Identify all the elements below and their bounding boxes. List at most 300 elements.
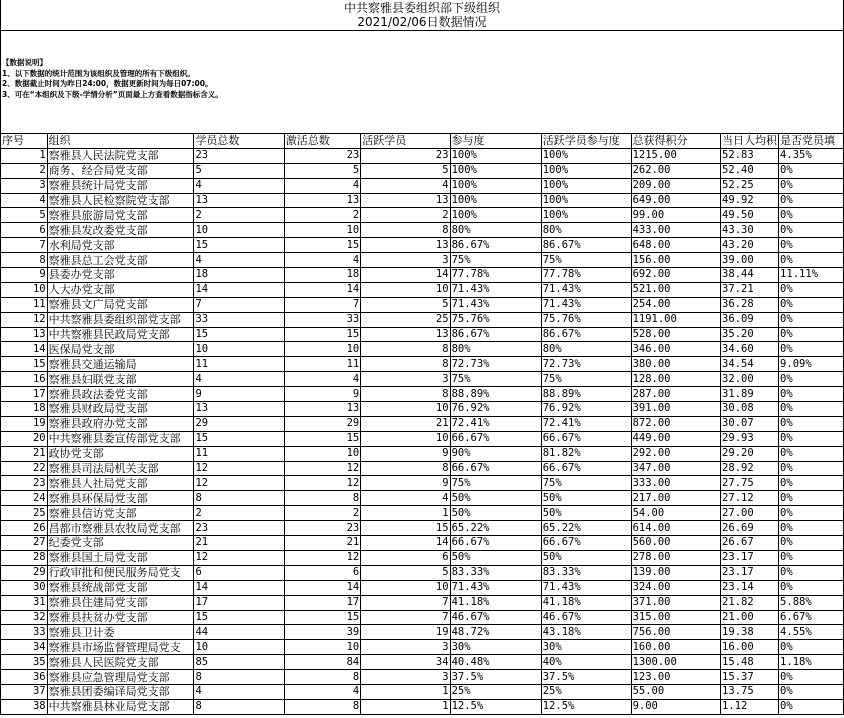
cell-active-participation[interactable]: 71.43% [541,580,631,595]
cell-activated[interactable]: 2 [284,208,361,223]
cell-activated[interactable]: 5 [284,163,361,178]
cell-participation[interactable]: 72.73% [450,357,541,372]
cell-party-member[interactable]: 0% [779,684,844,699]
cell-org[interactable]: 政协党支部 [47,446,194,461]
cell-party-member[interactable]: 11.11% [779,268,844,283]
cell-active-participation[interactable]: 86.67% [541,327,631,342]
cell-active-participation[interactable]: 77.78% [541,268,631,283]
cell-daily-avg[interactable]: 34.54 [721,357,779,372]
cell-participation[interactable]: 46.67% [450,610,541,625]
cell-activated[interactable]: 18 [284,268,361,283]
cell-active[interactable]: 3 [361,640,450,655]
cell-daily-avg[interactable]: 23.17 [721,565,779,580]
cell-total-points[interactable]: 391.00 [631,402,720,417]
cell-index[interactable]: 13 [1,327,48,342]
cell-participation[interactable]: 75.76% [450,312,541,327]
cell-active-participation[interactable]: 75% [541,372,631,387]
cell-participation[interactable]: 75% [450,253,541,268]
cell-total-points[interactable]: 287.00 [631,387,720,402]
cell-activated[interactable]: 84 [284,655,361,670]
cell-active[interactable]: 4 [361,491,450,506]
cell-daily-avg[interactable]: 49.50 [721,208,779,223]
cell-index[interactable]: 23 [1,476,48,491]
cell-members[interactable]: 12 [194,476,284,491]
cell-index[interactable]: 36 [1,670,48,685]
cell-active-participation[interactable]: 71.43% [541,297,631,312]
cell-index[interactable]: 5 [1,208,48,223]
cell-activated[interactable]: 11 [284,357,361,372]
cell-daily-avg[interactable]: 37.21 [721,282,779,297]
cell-daily-avg[interactable]: 27.12 [721,491,779,506]
cell-party-member[interactable]: 0% [779,506,844,521]
cell-activated[interactable]: 4 [284,178,361,193]
cell-party-member[interactable]: 0% [779,253,844,268]
cell-daily-avg[interactable]: 30.07 [721,416,779,431]
cell-total-points[interactable]: 1215.00 [631,148,720,163]
cell-participation[interactable]: 100% [450,178,541,193]
cell-activated[interactable]: 4 [284,372,361,387]
cell-active-participation[interactable]: 66.67% [541,461,631,476]
cell-daily-avg[interactable]: 34.60 [721,342,779,357]
cell-party-member[interactable]: 0% [779,521,844,536]
cell-activated[interactable]: 10 [284,223,361,238]
cell-org[interactable]: 商务、经合局党支部 [47,163,194,178]
cell-daily-avg[interactable]: 38.44 [721,268,779,283]
cell-members[interactable]: 15 [194,431,284,446]
cell-total-points[interactable]: 123.00 [631,670,720,685]
cell-org[interactable]: 察雅县环保局党支部 [47,491,194,506]
cell-active-participation[interactable]: 72.41% [541,416,631,431]
cell-activated[interactable]: 4 [284,684,361,699]
cell-members[interactable]: 10 [194,640,284,655]
cell-daily-avg[interactable]: 29.20 [721,446,779,461]
cell-active[interactable]: 10 [361,282,450,297]
cell-index[interactable]: 3 [1,178,48,193]
cell-index[interactable]: 38 [1,699,48,714]
cell-daily-avg[interactable]: 16.00 [721,640,779,655]
cell-index[interactable]: 19 [1,416,48,431]
cell-activated[interactable]: 14 [284,282,361,297]
cell-total-points[interactable]: 217.00 [631,491,720,506]
cell-party-member[interactable]: 0% [779,282,844,297]
cell-activated[interactable]: 15 [284,610,361,625]
cell-daily-avg[interactable]: 23.17 [721,550,779,565]
cell-members[interactable]: 8 [194,491,284,506]
cell-index[interactable]: 12 [1,312,48,327]
cell-active-participation[interactable]: 100% [541,193,631,208]
cell-index[interactable]: 20 [1,431,48,446]
cell-active[interactable]: 6 [361,550,450,565]
cell-active[interactable]: 2 [361,208,450,223]
cell-activated[interactable]: 8 [284,491,361,506]
cell-daily-avg[interactable]: 1.12 [721,699,779,714]
cell-total-points[interactable]: 262.00 [631,163,720,178]
cell-activated[interactable]: 13 [284,402,361,417]
cell-active[interactable]: 3 [361,670,450,685]
cell-index[interactable]: 18 [1,402,48,417]
cell-participation[interactable]: 50% [450,550,541,565]
cell-active[interactable]: 13 [361,238,450,253]
cell-active[interactable]: 14 [361,536,450,551]
cell-active[interactable]: 14 [361,268,450,283]
cell-index[interactable]: 7 [1,238,48,253]
cell-party-member[interactable]: 5.88% [779,595,844,610]
col-header-active-participation[interactable]: 活跃学员参与度 [541,134,631,149]
cell-daily-avg[interactable]: 31.89 [721,387,779,402]
cell-active-participation[interactable]: 50% [541,550,631,565]
cell-org[interactable]: 察雅县团委编译局党支部 [47,684,194,699]
cell-active[interactable]: 8 [361,387,450,402]
cell-active-participation[interactable]: 71.43% [541,282,631,297]
cell-total-points[interactable]: 433.00 [631,223,720,238]
cell-index[interactable]: 30 [1,580,48,595]
cell-total-points[interactable]: 380.00 [631,357,720,372]
cell-activated[interactable]: 15 [284,327,361,342]
cell-org[interactable]: 昌都市察雅县农牧局党支部 [47,521,194,536]
cell-activated[interactable]: 15 [284,431,361,446]
cell-party-member[interactable]: 0% [779,536,844,551]
cell-members[interactable]: 29 [194,416,284,431]
cell-activated[interactable]: 14 [284,580,361,595]
cell-org[interactable]: 察雅县人民法院党支部 [47,148,194,163]
cell-active[interactable]: 10 [361,580,450,595]
cell-active-participation[interactable]: 75% [541,476,631,491]
cell-participation[interactable]: 25% [450,684,541,699]
cell-activated[interactable]: 7 [284,297,361,312]
cell-total-points[interactable]: 209.00 [631,178,720,193]
cell-index[interactable]: 31 [1,595,48,610]
cell-org[interactable]: 察雅县人社局党支部 [47,476,194,491]
cell-total-points[interactable]: 614.00 [631,521,720,536]
cell-participation[interactable]: 71.43% [450,297,541,312]
cell-members[interactable]: 14 [194,580,284,595]
cell-members[interactable]: 15 [194,610,284,625]
cell-org[interactable]: 察雅县扶贫办党支部 [47,610,194,625]
cell-index[interactable]: 9 [1,268,48,283]
cell-total-points[interactable]: 1300.00 [631,655,720,670]
cell-participation[interactable]: 100% [450,163,541,178]
cell-index[interactable]: 34 [1,640,48,655]
cell-total-points[interactable]: 649.00 [631,193,720,208]
cell-active[interactable]: 8 [361,223,450,238]
cell-active-participation[interactable]: 66.67% [541,431,631,446]
cell-org[interactable]: 察雅县财政局党支部 [47,402,194,417]
cell-org[interactable]: 水利局党支部 [47,238,194,253]
cell-members[interactable]: 10 [194,223,284,238]
cell-members[interactable]: 23 [194,521,284,536]
cell-active-participation[interactable]: 12.5% [541,699,631,714]
cell-active-participation[interactable]: 25% [541,684,631,699]
cell-participation[interactable]: 30% [450,640,541,655]
cell-active-participation[interactable]: 41.18% [541,595,631,610]
cell-members[interactable]: 4 [194,253,284,268]
cell-activated[interactable]: 13 [284,193,361,208]
col-header-daily-avg[interactable]: 当日人均积 [722,134,778,148]
cell-org[interactable]: 行政审批和便民服务局党支 [47,565,194,580]
cell-members[interactable]: 33 [194,312,284,327]
cell-active-participation[interactable]: 50% [541,491,631,506]
cell-total-points[interactable]: 55.00 [631,684,720,699]
cell-participation[interactable]: 83.33% [450,565,541,580]
cell-daily-avg[interactable]: 19.38 [721,625,779,640]
col-header-participation[interactable]: 参与度 [450,134,541,149]
cell-org[interactable]: 察雅县统计局党支部 [47,178,194,193]
cell-total-points[interactable]: 156.00 [631,253,720,268]
cell-total-points[interactable]: 324.00 [631,580,720,595]
cell-members[interactable]: 44 [194,625,284,640]
cell-org[interactable]: 察雅县卫计委 [47,625,194,640]
cell-active-participation[interactable]: 50% [541,506,631,521]
cell-party-member[interactable]: 0% [779,580,844,595]
cell-active[interactable]: 23 [361,148,450,163]
cell-org[interactable]: 察雅县住建局党支部 [47,595,194,610]
cell-org[interactable]: 察雅县政法委党支部 [47,387,194,402]
cell-total-points[interactable]: 560.00 [631,536,720,551]
cell-party-member[interactable]: 0% [779,461,844,476]
cell-active[interactable]: 3 [361,372,450,387]
cell-members[interactable]: 12 [194,461,284,476]
cell-party-member[interactable]: 0% [779,208,844,223]
cell-org[interactable]: 察雅县信访党支部 [47,506,194,521]
cell-participation[interactable]: 100% [450,148,541,163]
cell-org[interactable]: 医保局党支部 [47,342,194,357]
cell-index[interactable]: 8 [1,253,48,268]
cell-active[interactable]: 9 [361,476,450,491]
cell-party-member[interactable]: 0% [779,372,844,387]
cell-daily-avg[interactable]: 21.82 [721,595,779,610]
cell-active[interactable]: 21 [361,416,450,431]
cell-active[interactable]: 15 [361,521,450,536]
cell-daily-avg[interactable]: 35.20 [721,327,779,342]
cell-index[interactable]: 37 [1,684,48,699]
cell-participation[interactable]: 88.89% [450,387,541,402]
cell-participation[interactable]: 77.78% [450,268,541,283]
cell-party-member[interactable]: 4.35% [779,148,844,163]
cell-active-participation[interactable]: 46.67% [541,610,631,625]
cell-party-member[interactable]: 0% [779,238,844,253]
cell-activated[interactable]: 23 [284,148,361,163]
cell-members[interactable]: 85 [194,655,284,670]
cell-org[interactable]: 察雅县应急管理局党支部 [47,670,194,685]
cell-daily-avg[interactable]: 23.14 [721,580,779,595]
cell-index[interactable]: 24 [1,491,48,506]
cell-total-points[interactable]: 333.00 [631,476,720,491]
cell-party-member[interactable]: 0% [779,223,844,238]
col-header-total-points[interactable]: 总获得积分 [631,134,720,149]
cell-daily-avg[interactable]: 28.92 [721,461,779,476]
cell-activated[interactable]: 12 [284,550,361,565]
cell-members[interactable]: 9 [194,387,284,402]
cell-total-points[interactable]: 346.00 [631,342,720,357]
cell-participation[interactable]: 75% [450,476,541,491]
cell-activated[interactable]: 12 [284,461,361,476]
cell-members[interactable]: 18 [194,268,284,283]
cell-total-points[interactable]: 371.00 [631,595,720,610]
cell-daily-avg[interactable]: 13.75 [721,684,779,699]
cell-active-participation[interactable]: 43.18% [541,625,631,640]
cell-index[interactable]: 29 [1,565,48,580]
cell-party-member[interactable]: 0% [779,342,844,357]
cell-members[interactable]: 15 [194,238,284,253]
cell-org[interactable]: 中共察雅县委组织部党支部 [47,312,194,327]
cell-members[interactable]: 13 [194,402,284,417]
cell-index[interactable]: 11 [1,297,48,312]
cell-daily-avg[interactable]: 32.00 [721,372,779,387]
cell-members[interactable]: 7 [194,297,284,312]
cell-members[interactable]: 23 [194,148,284,163]
cell-index[interactable]: 15 [1,357,48,372]
cell-total-points[interactable]: 254.00 [631,297,720,312]
cell-active-participation[interactable]: 65.22% [541,521,631,536]
cell-party-member[interactable]: 0% [779,312,844,327]
cell-active[interactable]: 8 [361,357,450,372]
cell-daily-avg[interactable]: 30.08 [721,402,779,417]
cell-daily-avg[interactable]: 43.30 [721,223,779,238]
cell-participation[interactable]: 12.5% [450,699,541,714]
cell-activated[interactable]: 10 [284,446,361,461]
cell-party-member[interactable]: 0% [779,699,844,714]
cell-members[interactable]: 17 [194,595,284,610]
cell-total-points[interactable]: 1191.00 [631,312,720,327]
cell-party-member[interactable]: 0% [779,431,844,446]
cell-activated[interactable]: 8 [284,699,361,714]
cell-active-participation[interactable]: 100% [541,163,631,178]
cell-party-member[interactable]: 6.67% [779,610,844,625]
cell-activated[interactable]: 23 [284,521,361,536]
cell-members[interactable]: 5 [194,163,284,178]
cell-party-member[interactable]: 0% [779,550,844,565]
cell-index[interactable]: 25 [1,506,48,521]
col-header-activated[interactable]: 激活总数 [284,134,361,149]
cell-active-participation[interactable]: 80% [541,223,631,238]
cell-activated[interactable]: 17 [284,595,361,610]
cell-active[interactable]: 5 [361,297,450,312]
cell-index[interactable]: 10 [1,282,48,297]
cell-org[interactable]: 察雅县发改委党支部 [47,223,194,238]
cell-members[interactable]: 4 [194,178,284,193]
cell-org[interactable]: 察雅县市场监督管理局党支 [47,640,194,655]
cell-members[interactable]: 4 [194,372,284,387]
cell-index[interactable]: 1 [1,148,48,163]
cell-org[interactable]: 察雅县司法局机关支部 [47,461,194,476]
cell-active[interactable]: 10 [361,402,450,417]
cell-party-member[interactable]: 9.09% [779,357,844,372]
col-header-org[interactable]: 组织 [47,134,194,149]
cell-active[interactable]: 25 [361,312,450,327]
cell-participation[interactable]: 75% [450,372,541,387]
cell-participation[interactable]: 66.67% [450,536,541,551]
cell-active[interactable]: 13 [361,327,450,342]
cell-participation[interactable]: 71.43% [450,282,541,297]
cell-activated[interactable]: 33 [284,312,361,327]
cell-org[interactable]: 察雅县妇联党支部 [47,372,194,387]
cell-participation[interactable]: 90% [450,446,541,461]
cell-daily-avg[interactable]: 36.28 [721,297,779,312]
cell-members[interactable]: 11 [194,357,284,372]
cell-party-member[interactable]: 0% [779,402,844,417]
cell-activated[interactable]: 10 [284,640,361,655]
cell-daily-avg[interactable]: 39.00 [721,253,779,268]
cell-activated[interactable]: 9 [284,387,361,402]
cell-daily-avg[interactable]: 26.67 [721,536,779,551]
cell-index[interactable]: 27 [1,536,48,551]
cell-members[interactable]: 10 [194,342,284,357]
cell-activated[interactable]: 4 [284,253,361,268]
cell-active[interactable]: 5 [361,163,450,178]
cell-active-participation[interactable]: 37.5% [541,670,631,685]
cell-participation[interactable]: 40.48% [450,655,541,670]
cell-members[interactable]: 6 [194,565,284,580]
cell-org[interactable]: 察雅县交通运输局 [47,357,194,372]
cell-participation[interactable]: 71.43% [450,580,541,595]
cell-party-member[interactable]: 4.55% [779,625,844,640]
cell-active-participation[interactable]: 88.89% [541,387,631,402]
cell-active-participation[interactable]: 40% [541,655,631,670]
cell-org[interactable]: 察雅县旅游局党支部 [47,208,194,223]
cell-org[interactable]: 察雅县统战部党支部 [47,580,194,595]
cell-index[interactable]: 6 [1,223,48,238]
cell-active[interactable]: 34 [361,655,450,670]
cell-party-member[interactable]: 0% [779,297,844,312]
cell-daily-avg[interactable]: 49.92 [721,193,779,208]
col-header-index[interactable]: 序号 [1,134,48,149]
cell-members[interactable]: 8 [194,699,284,714]
cell-total-points[interactable]: 756.00 [631,625,720,640]
cell-index[interactable]: 16 [1,372,48,387]
cell-total-points[interactable]: 521.00 [631,282,720,297]
cell-active[interactable]: 4 [361,178,450,193]
cell-active-participation[interactable]: 66.67% [541,536,631,551]
cell-activated[interactable]: 39 [284,625,361,640]
cell-org[interactable]: 中共察雅县林业局党支部 [47,699,194,714]
cell-org[interactable]: 察雅县文广局党支部 [47,297,194,312]
col-header-party-member[interactable]: 是否党员填 [779,134,844,149]
cell-total-points[interactable]: 292.00 [631,446,720,461]
cell-participation[interactable]: 100% [450,208,541,223]
cell-total-points[interactable]: 347.00 [631,461,720,476]
cell-active-participation[interactable]: 75% [541,253,631,268]
cell-total-points[interactable]: 9.00 [631,699,720,714]
cell-total-points[interactable]: 278.00 [631,550,720,565]
cell-participation[interactable]: 37.5% [450,670,541,685]
cell-active-participation[interactable]: 81.82% [541,446,631,461]
cell-active[interactable]: 13 [361,193,450,208]
cell-org[interactable]: 察雅县政府办党支部 [47,416,194,431]
cell-participation[interactable]: 65.22% [450,521,541,536]
cell-members[interactable]: 11 [194,446,284,461]
cell-party-member[interactable]: 0% [779,327,844,342]
cell-members[interactable]: 2 [194,506,284,521]
cell-activated[interactable]: 2 [284,506,361,521]
cell-active-participation[interactable]: 80% [541,342,631,357]
cell-index[interactable]: 2 [1,163,48,178]
cell-members[interactable]: 21 [194,536,284,551]
cell-party-member[interactable]: 0% [779,565,844,580]
cell-party-member[interactable]: 0% [779,491,844,506]
cell-org[interactable]: 察雅县国土局党支部 [47,550,194,565]
cell-activated[interactable]: 15 [284,238,361,253]
cell-activated[interactable]: 29 [284,416,361,431]
cell-party-member[interactable]: 1.18% [779,655,844,670]
cell-party-member[interactable]: 0% [779,387,844,402]
cell-total-points[interactable]: 160.00 [631,640,720,655]
cell-daily-avg[interactable]: 26.69 [721,521,779,536]
cell-members[interactable]: 4 [194,684,284,699]
cell-activated[interactable]: 21 [284,536,361,551]
cell-index[interactable]: 22 [1,461,48,476]
cell-party-member[interactable]: 0% [779,193,844,208]
cell-active-participation[interactable]: 83.33% [541,565,631,580]
